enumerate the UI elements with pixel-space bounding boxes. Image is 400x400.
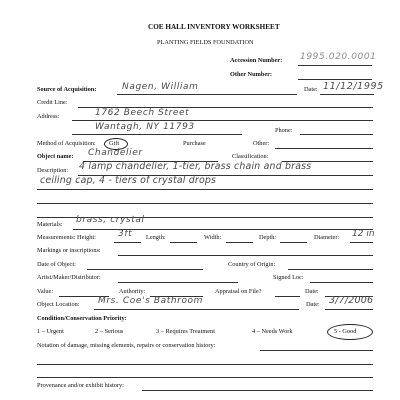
- signed-loc-label: Signed Loc:: [273, 274, 304, 281]
- condition-option-good[interactable]: 5 - Good: [334, 328, 357, 335]
- phone-label: Phone:: [275, 127, 293, 134]
- diameter-value[interactable]: 12 in: [352, 229, 375, 239]
- appraisal-date-label: Date:: [305, 288, 319, 295]
- condition-option-serious[interactable]: 2 – Serious: [95, 328, 124, 335]
- method-option-gift[interactable]: Gift: [109, 140, 120, 147]
- length-label: Length:: [146, 234, 166, 241]
- materials-value[interactable]: brass, crystal: [76, 215, 145, 225]
- measurements-label: Measurements: Height:: [37, 234, 96, 241]
- markings-label: Markings or inscriptions:: [37, 247, 101, 254]
- description-line2-value[interactable]: ceiling cap, 4 - tiers of crystal drops: [40, 175, 217, 186]
- source-value[interactable]: Nagen, William: [122, 82, 199, 92]
- source-date-label: Date:: [304, 86, 318, 93]
- other-number-line: [298, 79, 372, 80]
- condition-option-urgent[interactable]: 1 – Urgent: [37, 328, 64, 335]
- address-line1: [72, 120, 373, 121]
- condition-option-requires-treatment[interactable]: 3 – Requires Treatment: [156, 328, 215, 335]
- signed-loc-line: [310, 282, 373, 283]
- object-location-value[interactable]: Mrs. Coe's Bathroom: [98, 296, 204, 306]
- width-label: Width:: [204, 234, 222, 241]
- markings-line: [118, 255, 373, 256]
- object-name-value[interactable]: Chandelier: [88, 148, 143, 158]
- location-date-line: [325, 309, 373, 310]
- method-option-other[interactable]: Other:: [253, 140, 270, 147]
- phone-line: [300, 134, 373, 135]
- notation-line-3: [37, 377, 373, 378]
- materials-label: Materials:: [37, 221, 63, 228]
- depth-label: Depth:: [259, 234, 277, 241]
- source-label: Source of Acquisition:: [37, 86, 97, 93]
- location-date-value[interactable]: 3/7/2006: [329, 295, 374, 306]
- country-of-origin-label: Country of Origin:: [228, 261, 276, 268]
- length-line: [170, 242, 197, 243]
- value-label: Value:: [37, 288, 54, 295]
- diameter-label: Diameter:: [314, 234, 340, 241]
- description-line-2: [37, 189, 373, 190]
- method-label: Method of Acquisition:: [37, 140, 96, 147]
- provenance-line: [142, 390, 373, 391]
- country-of-origin-line: [288, 269, 373, 270]
- worksheet-title: COE HALL INVENTORY WORKSHEET: [148, 23, 280, 31]
- date-of-object-label: Date of Object:: [37, 261, 76, 268]
- depth-line: [280, 242, 307, 243]
- source-date-line: [320, 94, 374, 95]
- notation-label: Notation of damage, missing elements, repairs or conservation history:: [37, 342, 216, 349]
- accession-number-label: Accession Number:: [230, 57, 283, 64]
- classification-label: Classification:: [232, 153, 269, 160]
- diameter-line: [350, 242, 373, 243]
- appraisal-label: Appraisal on File?: [215, 288, 262, 295]
- appraisal-line: [275, 296, 300, 297]
- method-option-purchase[interactable]: Purchase: [183, 140, 206, 147]
- authority-label: Authority:: [119, 288, 146, 295]
- condition-option-needs-work[interactable]: 4 – Needs Work: [252, 328, 293, 335]
- other-number-label: Other Number:: [230, 71, 273, 78]
- source-date-value[interactable]: 11/12/1995: [323, 81, 384, 92]
- object-location-label: Object Location:: [37, 301, 80, 308]
- source-line: [117, 94, 297, 95]
- object-location-line: [94, 309, 299, 310]
- date-of-object-line: [87, 269, 203, 270]
- provenance-label: Provenance and/or exhibit history:: [37, 382, 124, 389]
- accession-number-value[interactable]: 1995.020.0001: [300, 52, 377, 62]
- method-other-line: [275, 148, 373, 149]
- artist-label: Artist/Maker/Distributor:: [37, 274, 101, 281]
- description-line-3: [37, 203, 373, 204]
- address-line1-value[interactable]: 1762 Beech Street: [95, 108, 190, 118]
- width-line: [226, 242, 253, 243]
- description-line1-value[interactable]: 4 lamp chandelier, 1-tier, brass chain and brass: [79, 161, 312, 172]
- address-line2: [72, 134, 242, 135]
- height-value[interactable]: 3ft: [118, 229, 133, 239]
- foundation-name: PLANTING FIELDS FOUNDATION: [157, 39, 254, 46]
- description-label: Description:: [37, 167, 69, 174]
- address-label: Address:: [37, 113, 60, 120]
- credit-line-label: Credit Line:: [37, 99, 68, 106]
- condition-label: Condition/Conservation Priority:: [37, 315, 127, 322]
- object-name-label: Object name:: [37, 153, 74, 160]
- artist-line: [118, 282, 238, 283]
- notation-line-2: [37, 364, 373, 365]
- location-date-label: Date:: [306, 301, 320, 308]
- accession-number-line: [298, 65, 372, 66]
- address-line2-value[interactable]: Wantagh, NY 11793: [95, 122, 195, 132]
- height-line: [114, 242, 141, 243]
- notation-line-1: [260, 350, 373, 351]
